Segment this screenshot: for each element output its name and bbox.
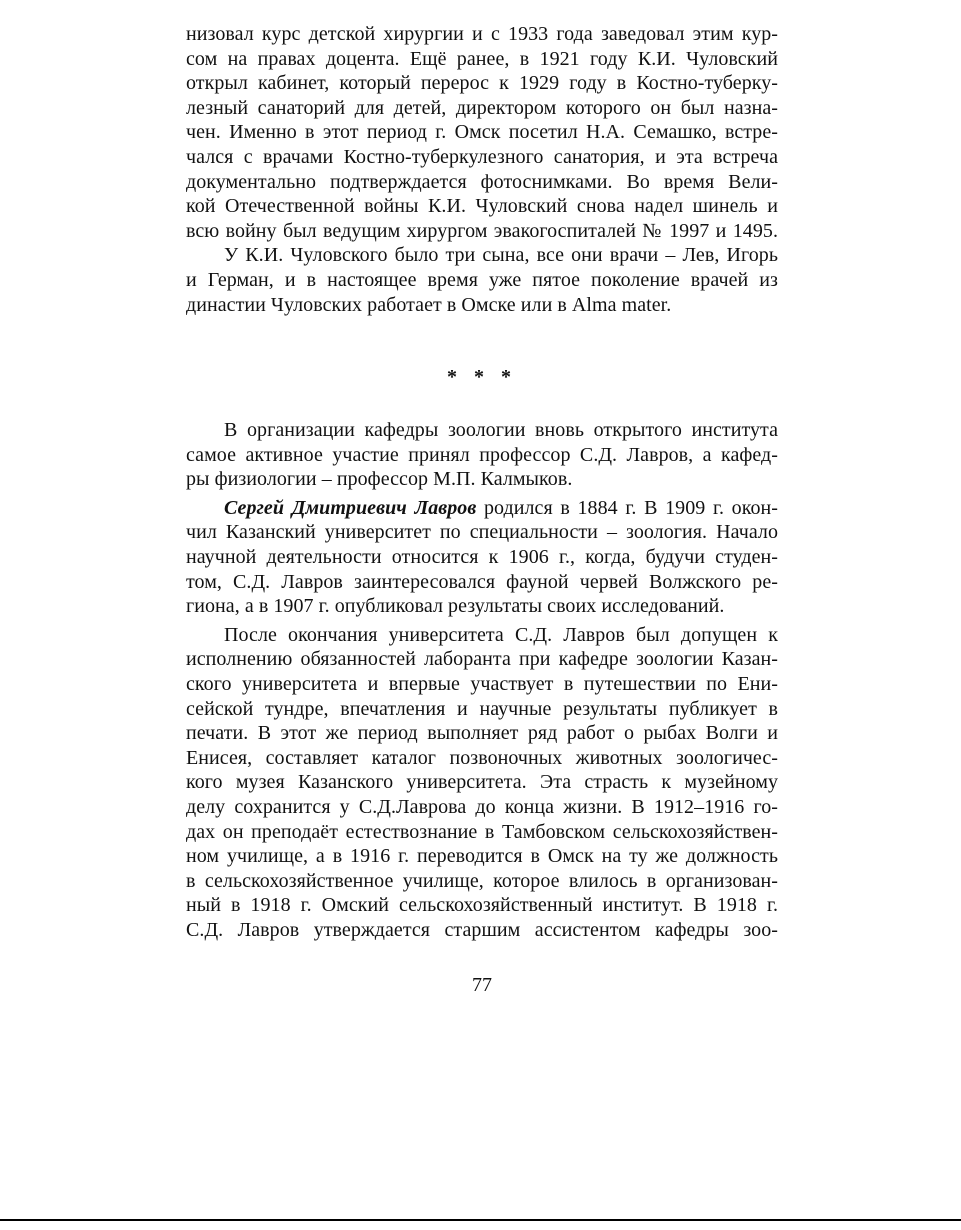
text-line: низовал курс детской хирургии и с 1933 года заведовал этим кур- [186,23,778,45]
text-line: том, С.Д. Лавров заинтересовался фауной червей Волжского ре- [186,570,778,593]
text-line: делу сохранится у С.Д.Лаврова до конца жизни. В 1912–1916 го- [186,795,778,818]
text-line: сейской тундре, впечатления и научные результаты публикует в [186,697,778,720]
text-line: С.Д. Лавров утверждается старшим ассистентом кафедры зоо- [186,918,778,941]
text-line: чался с врачами Костно-туберкулезного санатория, и эта встреча [186,145,778,168]
text-line: лезный санаторий для детей, директором которого он был назна- [186,96,778,119]
text-line: в сельскохозяйственное училище, которое влилось в организован- [186,869,778,892]
text-line: ского университета и впервые участвует в путешествии по Ени- [186,672,778,695]
section-separator: * * * [447,366,517,388]
text-line: сом на правах доцента. Ещё ранее, в 1921 году К.И. Чуловский [186,47,778,70]
text-line: После окончания университета С.Д. Лавров был допущен к [224,623,778,646]
text-line: гиона, а в 1907 г. опубликовал результаты своих исследований. [186,595,725,618]
text-line: династии Чуловских работает в Омске или в Alma mater. [186,293,672,316]
person-name: Сергей Дмитриевич Лавров [224,496,477,519]
text-line: всю войну был ведущим хирургом эвакогоспиталей № 1997 и 1495. [186,219,778,242]
text-line: исполнению обязанностей лаборанта при кафедре зоологии Казан- [186,648,778,671]
paragraph [186,22,778,317]
text-line: научной деятельности относится к 1906 г., когда, будучи студен- [186,545,778,568]
text-line: чен. Именно в этот период г. Омск посетил Н.А. Семашко, встре- [186,121,778,144]
text-line: кого музея Казанского университета. Эта страсть к музейному [186,771,778,794]
text-line: печати. В этот же период выполняет ряд работ о рыбах Волги и [186,722,778,745]
text-line [186,496,778,521]
text-line: и Герман, и в настоящее время уже пятое поколение врачей из [186,268,778,291]
text-fragment: родился в 1884 г. В 1909 г. окон- [476,496,778,519]
text-line: открыл кабинет, который перерос к 1929 году в Костно-туберку- [186,72,778,95]
text-line: Енисея, составляет каталог позвоночных животных зоологичес- [186,746,778,769]
text-line: дах он преподаёт естествознание в Тамбовском сельскохозяйствен- [186,820,778,843]
text-line: ном училище, а в 1916 г. переводится в Омск на ту же должность [186,845,778,868]
text-line: ры физиологии – профессор М.П. Калмыков. [186,468,573,491]
page-number: 77 [472,974,492,996]
text-line: чил Казанский университет по специальности – зоология. Начало [186,521,778,544]
paragraph-group [186,418,778,942]
text-line: кой Отечественной войны К.И. Чуловский снова надел шинель и [186,195,778,218]
text-line: самое активное участие принял профессор С.Д. Лавров, а кафед- [186,443,778,466]
text-line: У К.И. Чуловского было три сына, все они врачи – Лев, Игорь [224,244,778,267]
text-line: В организации кафедры зоологии вновь открытого института [224,419,778,441]
text-line: документально подтверждается фотоснимками. Во время Вели- [186,170,778,193]
text-line: ный в 1918 г. Омский сельскохозяйственный институт. В 1918 г. [186,894,778,917]
page-bottom-edge [0,1219,961,1221]
